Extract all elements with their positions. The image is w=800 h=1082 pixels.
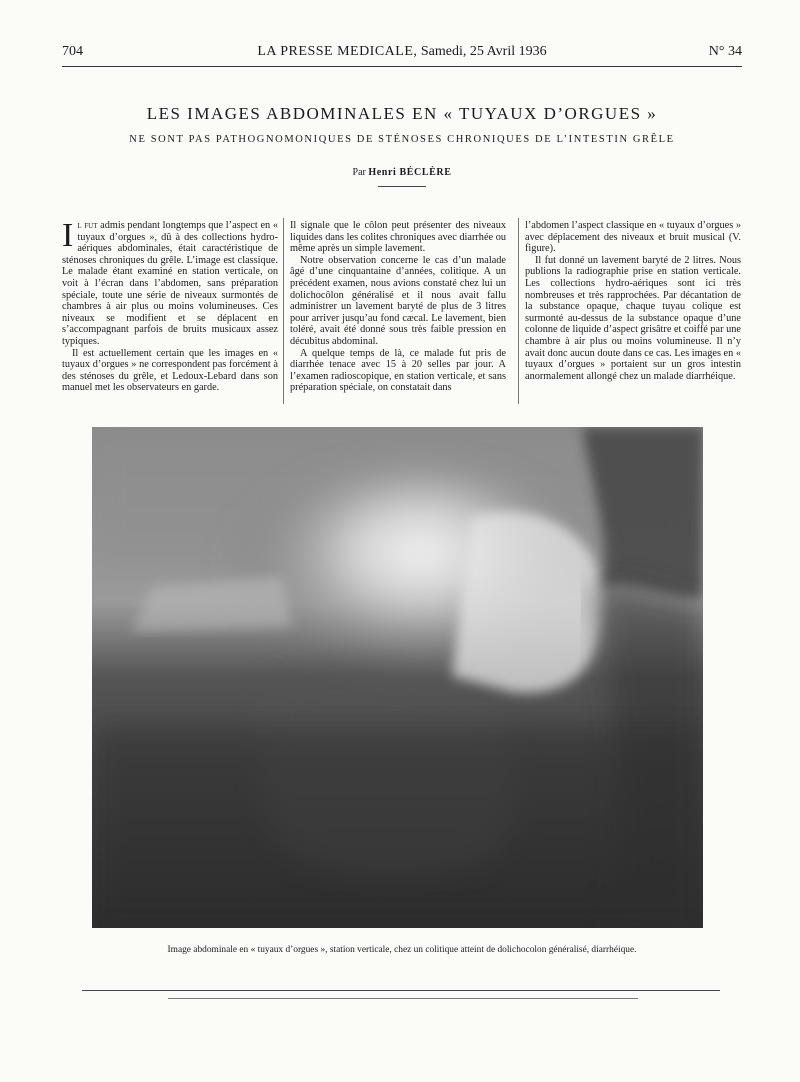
radiograph-image xyxy=(92,427,703,928)
drop-cap: I xyxy=(62,220,74,254)
journal-name: LA PRESSE MEDICALE, xyxy=(257,44,418,59)
paragraph: l’abdomen l’aspect classique en « tuyaux d’orgues » avec déplacement des niveaux et bruit musical (V. figure). xyxy=(525,220,741,255)
paragraph: Notre observation concerne le cas d’un malade âgé d’une cinquantaine d’années, colitique. A un précédent examen, nous avions constaté chez lui un dolichocôlon généralisé et il nous avait fallu administrer un lavement baryté de plus de 3 litres pour arriver jusqu’au fond cæcal. Le lavement, bien toléré, avait été donné sous très faible pression en décubitus abdominal. xyxy=(290,254,506,347)
text-column-3 xyxy=(525,220,741,405)
article-subtitle: NE SONT PAS PATHOGNOMONIQUES DE STÉNOSES CHRONIQUES DE L’INTESTIN GRÊLE xyxy=(129,134,675,145)
paragraph: Il signale que le côlon peut présenter des niveaux liquides dans les colites chroniques avec diarrhée ou même après un simple lavement. xyxy=(290,220,506,255)
article-title: LES IMAGES ABDOMINALES EN « TUYAUX D’ORGUES » xyxy=(146,104,658,123)
footer-rule xyxy=(168,998,638,999)
paragraph: A quelque temps de là, ce malade fut pris de diarrhée tenace avec 15 à 20 selles par jour. A l’examen radioscopique, en station verticale, et sans préparation spéciale, on constatait dans xyxy=(290,347,506,394)
page-number: 704 xyxy=(62,44,83,59)
radiograph-figure xyxy=(92,427,703,928)
lead-in: l fut xyxy=(77,220,98,231)
byline xyxy=(62,167,742,178)
paragraph: Il est actuellement certain que les images en « tuyaux d’orgues » ne correspondent pas forcément à des sténoses du grêle, et Ledoux-Lebard dans son manuel met les observateurs en garde. xyxy=(62,347,278,394)
paragraph xyxy=(62,220,278,348)
byline-rule xyxy=(378,186,426,187)
journal-title xyxy=(62,44,742,60)
column-rule xyxy=(283,218,284,404)
page-header xyxy=(62,40,742,67)
figure-caption: Image abdominale en « tuyaux d’orgues », station verticale, chez un colitique atteint de dolichocolon généralisé, diarrhéique. xyxy=(167,945,637,955)
footer-rule xyxy=(82,990,720,991)
text-column-1 xyxy=(62,220,278,405)
issue-number: N° 34 xyxy=(708,44,742,59)
issue-date: Samedi, 25 Avril 1936 xyxy=(420,44,547,59)
paragraph-text: admis pendant longtemps que l’aspect en « tuyaux d’orgues », dû à des collections hydro-aériques abdominales, était caractéristique de sténoses chroniques du grêle. L’image est classique. Le malade étant examiné en station verticale, on voit à l’écran dans l’abdomen, sans préparation spéciale, toute une série de niveaux surmontés de chambres à air plus ou moins volumineuses. Ces niveaux se modifient et se déplacent en s’accompagnant parfois de bruits musicaux assez typiques. xyxy=(62,220,278,347)
byline-prefix: Par xyxy=(352,167,366,178)
column-rule xyxy=(518,218,519,404)
paragraph: Il fut donné un lavement baryté de 2 litres. Nous publions la radiographie prise en station verticale. Les collections hydro-aériques sont ici très nombreuses et très rapprochées. Par décantation de la substance opaque, chaque tuyau colique est surmonté au-dessus de la substance opaque d’une colonne de liquide d’aspect grisâtre et coiffé par une chambre à air plus ou moins volumineuse. Il n’y avait donc aucun doute dans ce cas. Les images en « tuyaux d’orgues » portaient sur un gros intestin anormalement allongé chez un malade diarrhéique. xyxy=(525,254,741,382)
author-name: Henri BÉCLÈRE xyxy=(368,167,452,178)
text-column-2 xyxy=(290,220,506,405)
